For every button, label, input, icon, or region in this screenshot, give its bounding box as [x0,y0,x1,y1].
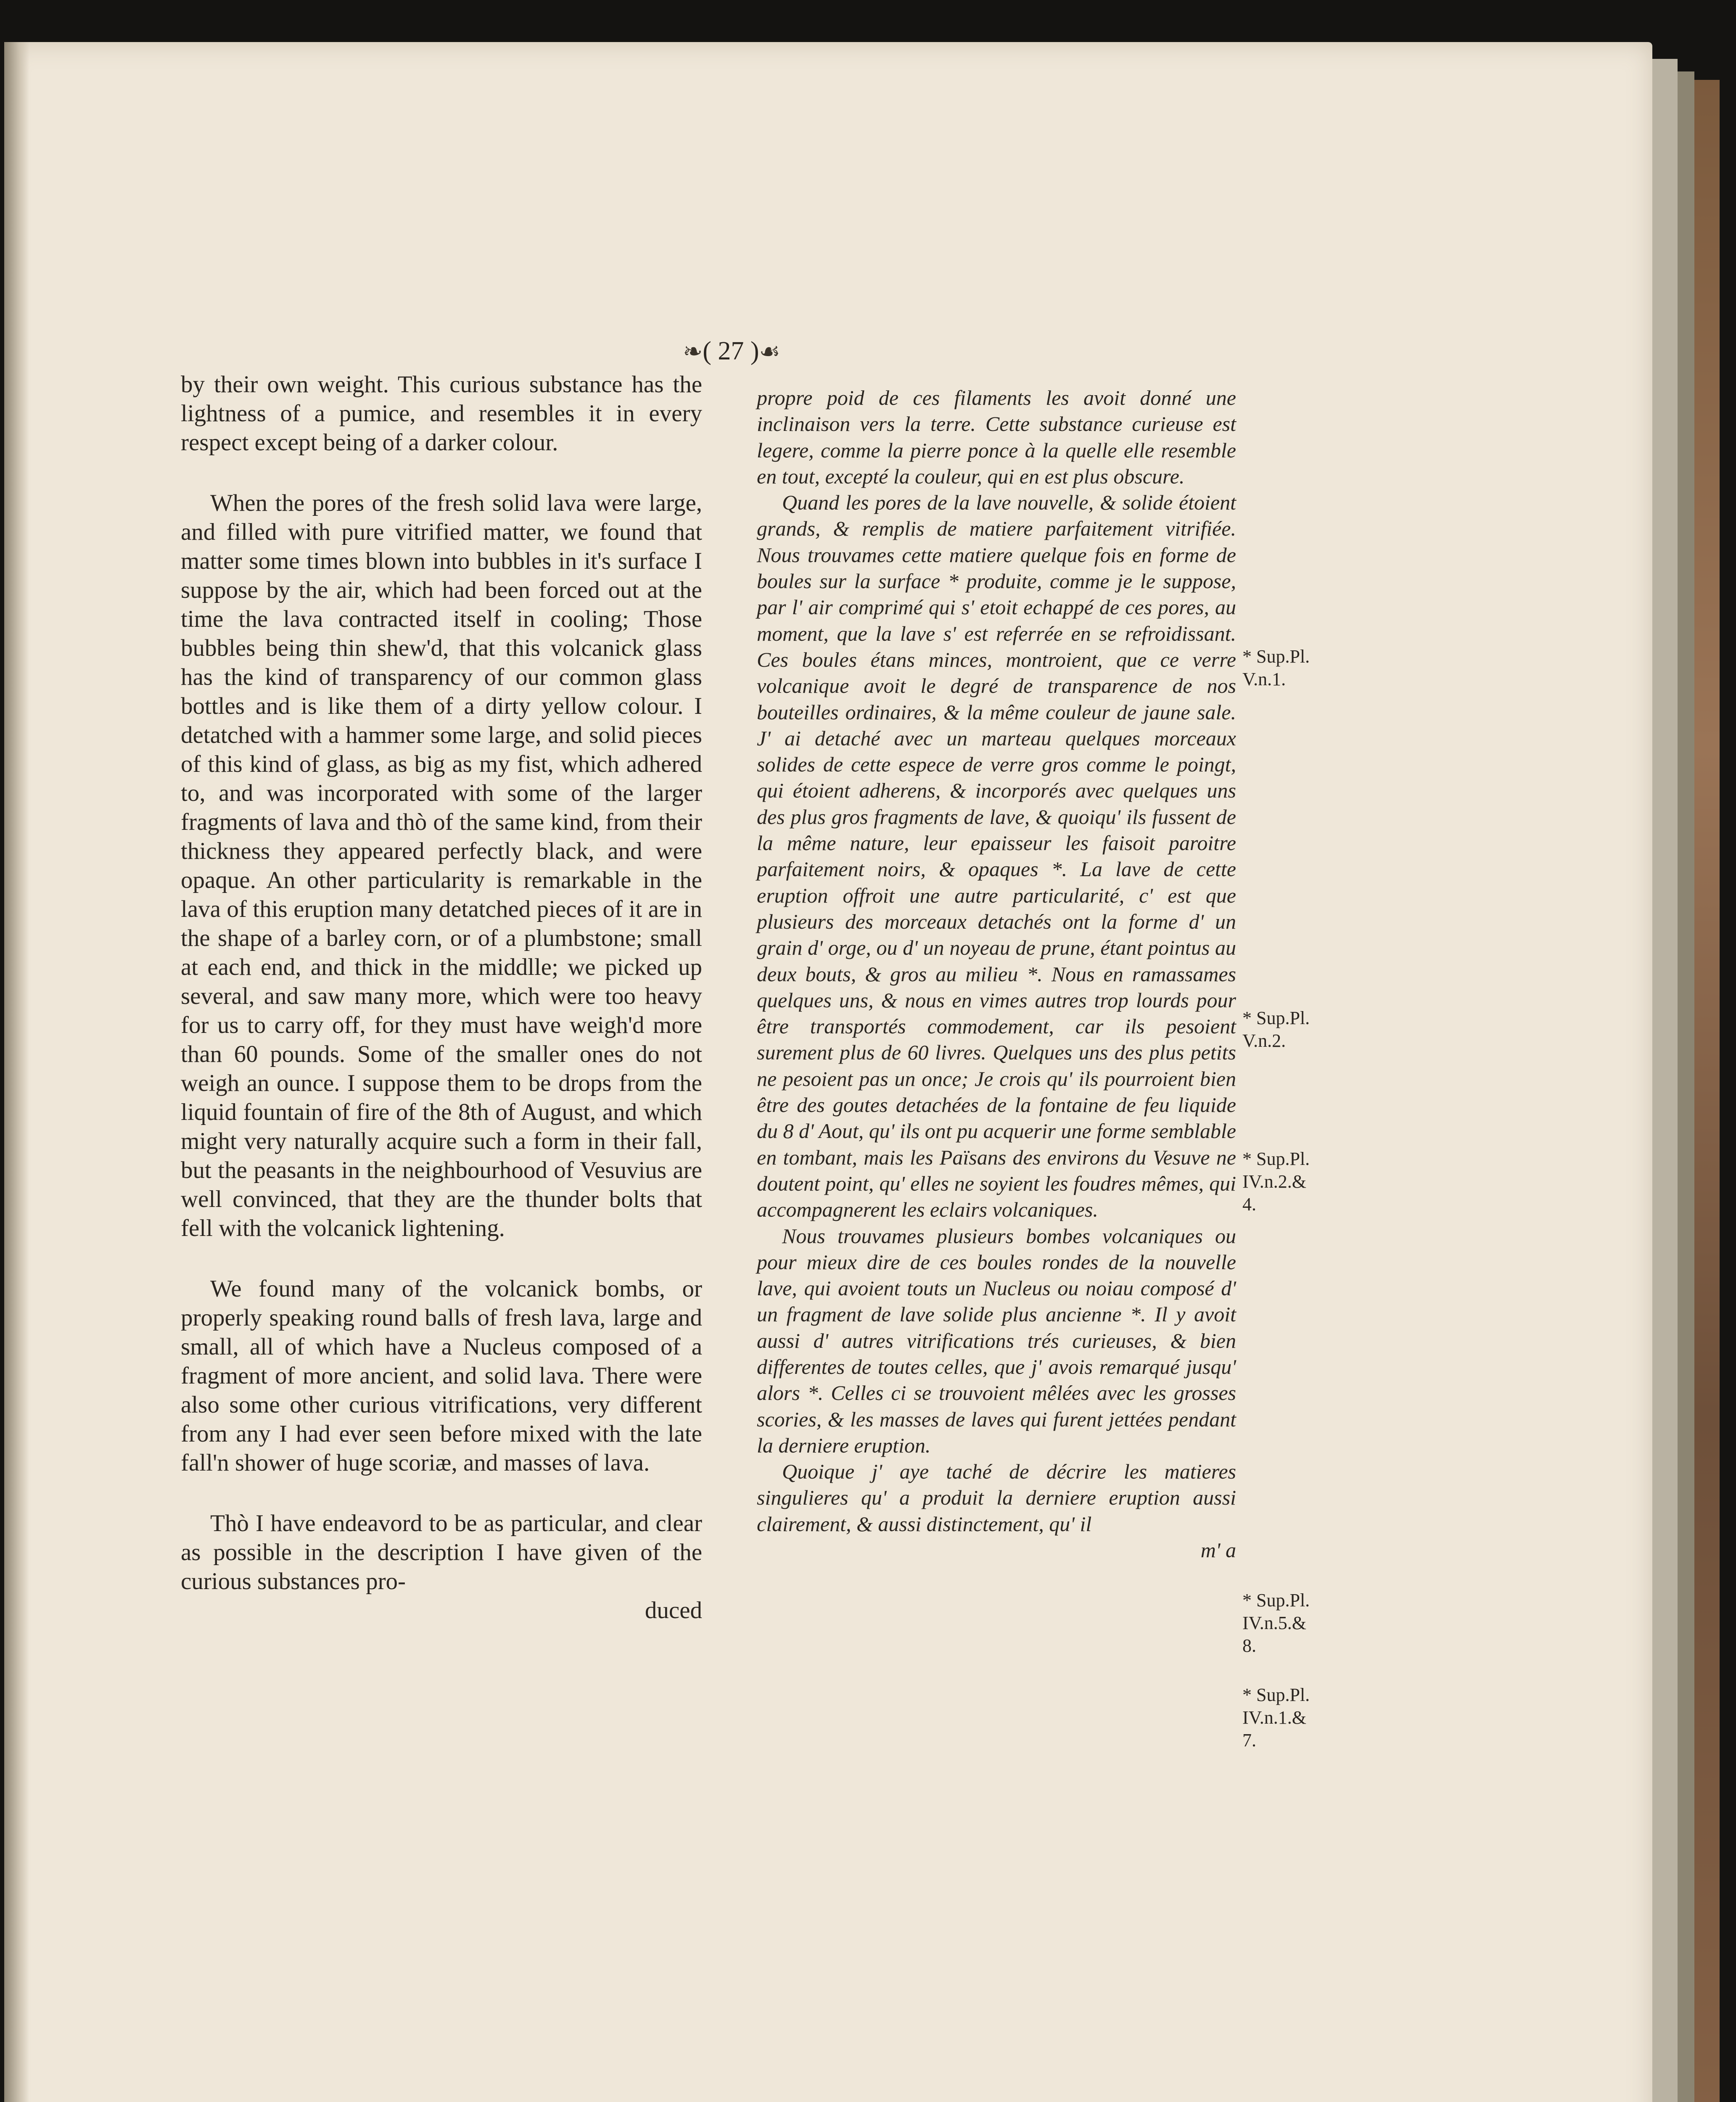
right-ornament-icon: ☙ [759,339,780,365]
margin-note: * Sup.Pl. V.n.1. [1242,646,1310,689]
page-header [656,336,807,370]
book-cover-edge [1694,80,1720,2102]
page-number: ( 27 ) [703,337,759,365]
paragraph: Nous trouvames plusieurs bombes volcaniques ou pour mieux dire de ces boules rondes de la nouvelle lave, qui avoient touts un Nucleus ou noiau composé d' un fragment de lave solide plus ancienne *. Il y avoit aussi d' autres vitrifications trés curieuses, & bien differentes de toutes celles, que j' avois remarqué jusqu' alors *. Celles ci se trouvoient mêlées avec les grosses scories, & les masses de laves qui furent jettées pendant la derniere eruption. [757,1224,1236,1457]
catchword: duced [645,1597,702,1624]
english-column [181,370,702,1625]
paragraph: When the pores of the fresh solid lava were large, and filled with pure vitrified matter, we found that matter some times blown into bubbles in it's surface I suppose by the air, which had been forced out at the time the lava contracted itself in cooling; Those bubbles being thin shew'd, that this volcanick glass has the kind of transparency of our common glass bottles and is like them of a dirty yellow colour. I detatched with a hammer some large, and solid pieces of this kind of glass, as big as my fist, which adhered to, and was incorporated with some of the larger fragments of lava and thò of the same kind, from their thickness they appeared perfectly black, and were opaque. An other particularity is remarkable in the lava of this eruption many detatched pieces of it are in the shape of a barley corn, or of a plumbstone; small at each end, and thick in the middlle; we picked up several, and saw many more, which were too heavy for us to carry off, for they must have weigh'd more than 60 pounds. Some of the smaller ones do not weigh an ounce. I suppose them to be drops from the liquid fountain of fire of the 8th of August, and which might very naturally acquire such a form in their fall, but the peasants in the neighbourhood of Vesuvius are well convinced, that they are the thunder bolts that fell with the volcanick lightening. [181,490,702,1241]
page-edge [1678,71,1694,2102]
margin-note: * Sup.Pl. V.n.2. [1242,1008,1310,1051]
page-edge [1652,59,1678,2102]
french-column [757,385,1236,1563]
paragraph: Quoique j' aye taché de décrire les matieres singulieres qu' a produit la derniere eruption aussi clairement, & aussi distinctement, qu' il [757,1460,1236,1536]
paragraph: We found many of the volcanick bombs, or properly speaking round balls of fresh lava, large and small, all of which have a Nucleus composed of a fragment of more ancient, and solid lava. There were also some other curious vitrifications, very different from any I had ever seen before mixed with the late fall'n shower of huge scoriæ, and masses of lava. [181,1275,702,1476]
paragraph: Thò I have endeavord to be as particular, and clear as possible in the description I have given of the curious substances pro- [181,1510,702,1595]
page-gutter-shadow [4,42,29,2102]
paragraph: by their own weight. This curious substance has the lightness of a pumice, and resembles it in every respect except being of a darker colour. [181,371,702,456]
left-ornament-icon: ❧ [683,339,703,365]
paragraph: Quand les pores de la lave nouvelle, & solide étoient grands, & remplis de matiere parfaitement vitrifiée. Nous trouvames cette matiere quelque fois en forme de boules sur la surface * produite, comme je le suppose, par l' air comprimé qui s' etoit echappé de ces pores, au moment, que la lave s' est referrée en se refroidissant. Ces boules étans minces, montroient, que ce verre volcanique avoit le degré de transparence de nos bouteilles ordinaires, & la même couleur de jaune sale. J' ai detaché avec un marteau quelques morceaux solides de cette espece de verre gros comme le poingt, qui étoient adherens, & incorporés avec quelques uns des plus gros fragments de lave, & quoiqu' ils fussent de la même nature, leur epaisseur les faisoit paroitre parfaitement noirs, & opaques *. La lave de cette eruption offroit une autre particularité, c' est que plusieurs des morceaux detachés ont la forme d' un grain d' orge, ou d' un noyeau de prune, étant pointus au deux bouts, & gros au milieu *. Nous en ramassames quelques uns, & nous en vimes autres trop lourds pour être transportés commodement, car ils pesoient surement plus de 60 livres. Quelques uns des plus petits ne pesoient pas un once; Je crois qu' ils pourroient bien être des goutes detachées de la fontaine de feu liquide du 8 d' Aout, qu' ils ont pu acquerir une forme semblable en tombant, mais les Païsans des environs du Vesuve ne doutent point, qu' elles ne soyient les foudres mêmes, qui accompagnerent les eclairs volcaniques. [757,491,1236,1222]
margin-note: * Sup.Pl. IV.n.2.& 4. [1242,1149,1310,1215]
margin-note: * Sup.Pl. IV.n.5.& 8. [1242,1590,1310,1656]
catchword: m' a [1200,1538,1236,1562]
margin-note: * Sup.Pl. IV.n.1.& 7. [1242,1685,1310,1751]
paragraph: propre poid de ces filaments les avoit donné une inclinaison vers la terre. Cette substance curieuse est legere, comme la pierre ponce à la quelle elle resemble en tout, excepté la couleur, qui en est plus obscure. [757,386,1236,488]
